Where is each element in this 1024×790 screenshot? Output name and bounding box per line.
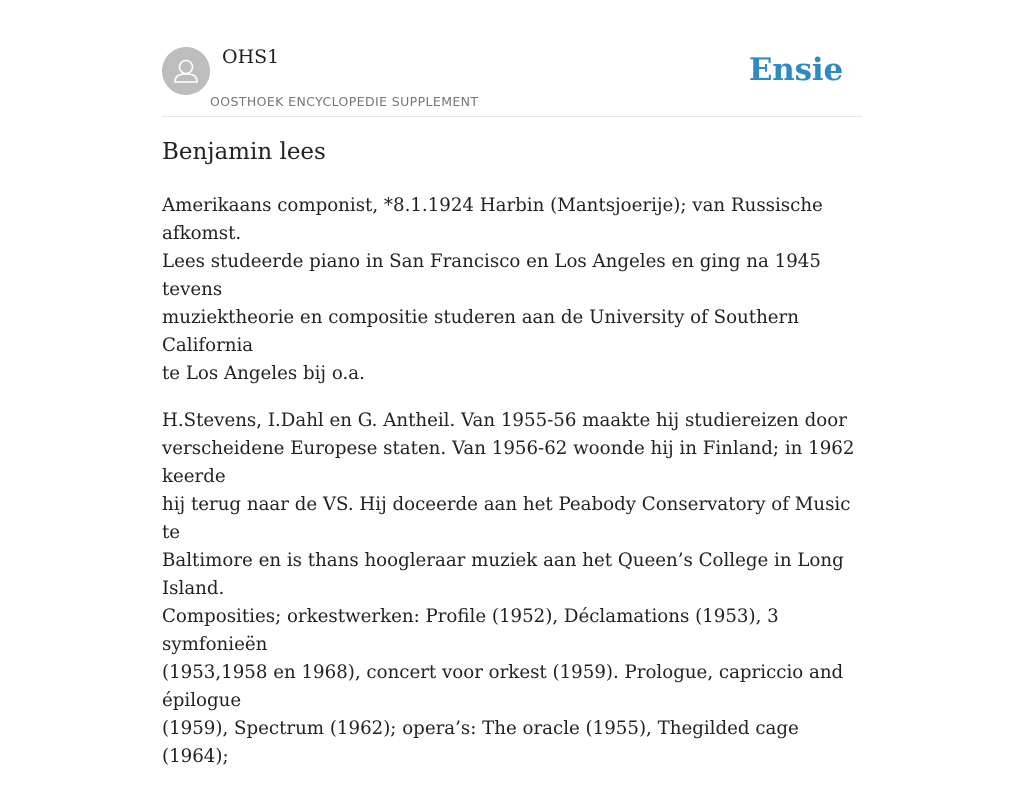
article-body (162, 192, 867, 790)
page (162, 0, 862, 767)
article-paragraph: Amerikaans componist, *8.1.1924 Harbin (Mantsjoerije); van Russische afkomst. Lees studeerde piano in San Francisco en Los Angeles en ging na 1945 tevens muziektheorie en compositie studeren aan de University of Southern California te Los Angeles bij o.a. (162, 195, 823, 384)
brand-logo[interactable]: Ensie (748, 52, 843, 88)
article-title: Benjamin lees (162, 139, 326, 165)
publication-name[interactable]: OOSTHOEK ENCYCLOPEDIE SUPPLEMENT (210, 94, 479, 109)
user-name[interactable]: OHS1 (222, 46, 280, 68)
article-paragraph: H.Stevens, I.Dahl en G. Antheil. Van 1955-56 maakte hij studiereizen door verscheidene Europese staten. Van 1956-62 woonde hij in Finland; in 1962 keerde hij terug naar de VS. Hij doceerde aan het Peabody Conservatory of Music te Baltimore en is thans hoogleraar muziek aan het Queen’s College in Long Island. Composities; orkestwerken: Profile (1952), Déclamations (1953), 3 symfonieën (1953,1958 en 1968), concert voor orkest (1959). Prologue, capriccio and épilogue (1959), Spectrum (1962); opera’s: The oracle (1955), Thegilded cage (1964); (162, 410, 855, 767)
user-icon (162, 47, 210, 95)
header (162, 0, 862, 117)
avatar[interactable] (162, 47, 210, 95)
